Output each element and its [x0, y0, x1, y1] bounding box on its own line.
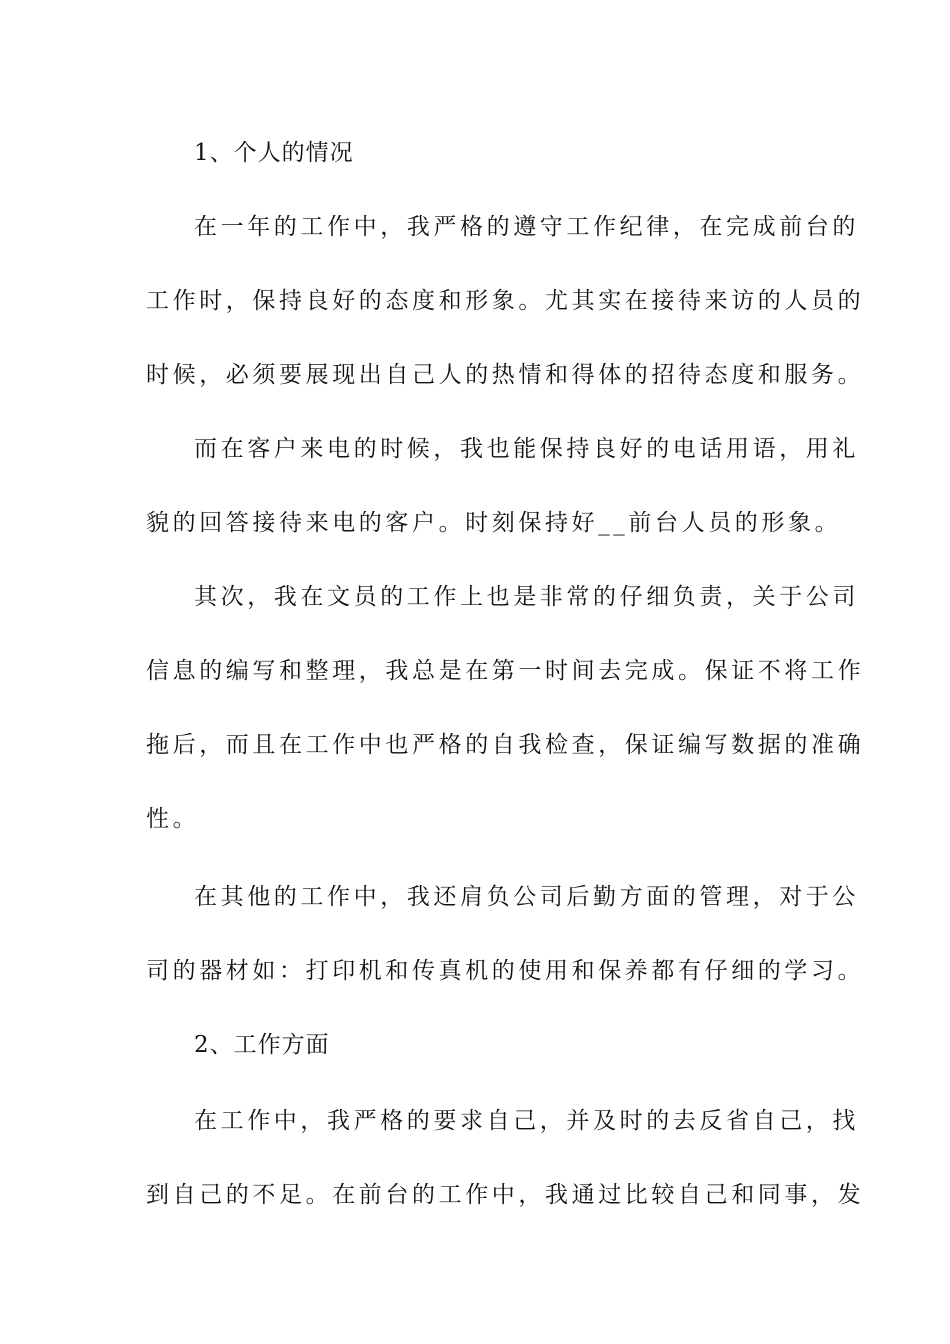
text-line: 在一年的工作中，我严格的遵守工作纪律，在完成前台的	[194, 214, 859, 240]
text-line: 在工作中，我严格的要求自己，并及时的去反省自己，找	[194, 1108, 859, 1134]
text-line: 性。	[146, 806, 200, 832]
paragraph-personal-discipline	[146, 190, 865, 412]
text-line: 司的器材如：打印机和传真机的使用和保养都有仔细的学习。	[146, 958, 865, 984]
text-line: 貌的回答接待来电的客户。时刻保持好__前台人员的形象。	[146, 510, 842, 536]
text-line: 工作时，保持良好的态度和形象。尤其实在接待来访的人员的	[146, 288, 865, 314]
heading-text: 2、工作方面	[194, 1032, 330, 1058]
heading-text: 1、个人的情况	[194, 140, 354, 166]
section-heading-2	[146, 1008, 806, 1082]
paragraph-logistics	[146, 860, 865, 1008]
section-heading-1	[146, 116, 806, 190]
text-line: 信息的编写和整理，我总是在第一时间去完成。保证不将工作	[146, 658, 865, 684]
text-line: 其次，我在文员的工作上也是非常的仔细负责，关于公司	[194, 584, 859, 610]
text-line: 而在客户来电的时候，我也能保持良好的电话用语，用礼	[194, 436, 859, 462]
paragraph-phone-etiquette	[146, 412, 859, 560]
text-line: 到自己的不足。在前台的工作中，我通过比较自己和同事，发	[146, 1182, 865, 1208]
text-line: 拖后，而且在工作中也严格的自我检查，保证编写数据的准确	[146, 732, 865, 758]
text-line: 在其他的工作中，我还肩负公司后勤方面的管理，对于公	[194, 884, 859, 910]
paragraph-work-self-review	[146, 1084, 865, 1232]
paragraph-clerk-work	[146, 560, 865, 856]
text-line: 时候，必须要展现出自己人的热情和得体的招待态度和服务。	[146, 362, 865, 388]
